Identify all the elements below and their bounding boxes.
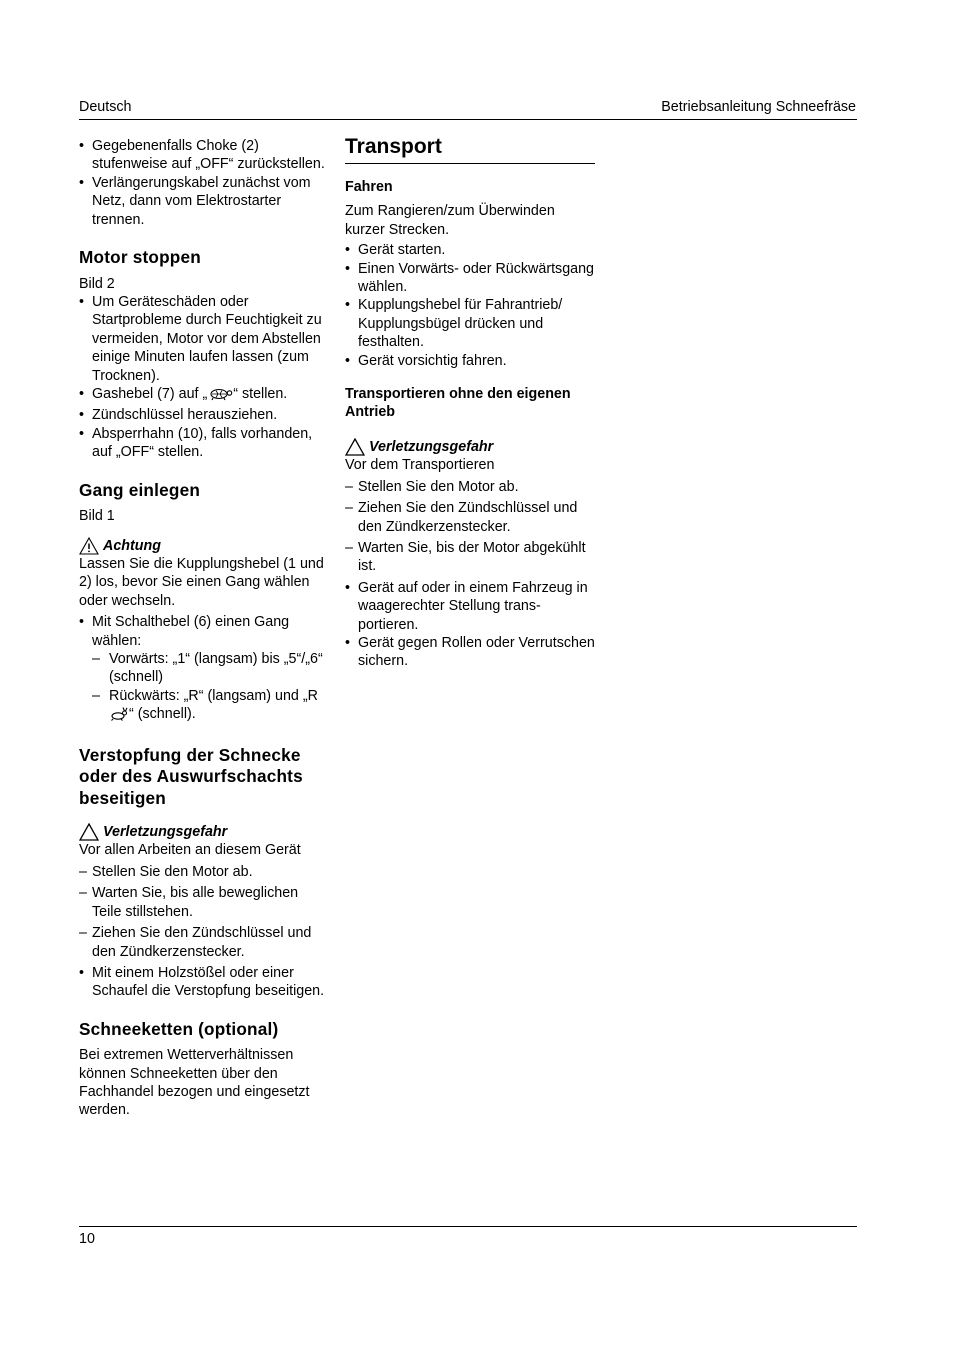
- schneeketten-text: Bei extremen Wetterverhältnissen können Schneeketten über den Fachhandel bezogen und eingesetzt werden.: [79, 1047, 310, 1119]
- list-item: – Stellen Sie den Motor ab.: [79, 863, 325, 881]
- gang-einlegen-heading: Gang einlegen: [79, 479, 201, 500]
- list-item: • Gerät starten.: [345, 241, 595, 259]
- motor-stoppen-list: [79, 293, 325, 462]
- warning-label: [345, 438, 595, 456]
- fahren-list: [345, 241, 595, 370]
- footer-rule: [79, 1226, 857, 1227]
- page-number: 10: [79, 1231, 95, 1247]
- warning-triangle-icon: [79, 823, 99, 841]
- text-fragment: Gashebel (7) auf „: [92, 385, 208, 402]
- header-rule: [79, 119, 857, 120]
- transport-heading: Transport: [345, 134, 595, 164]
- list-item: • Um Geräteschäden oder Startprobleme durch Feuchtigkeit zu vermeiden, Motor vor dem Abstellen einige Minuten laufen lassen (zum Trocknen).: [79, 293, 325, 385]
- figure-ref: Bild 2: [79, 275, 115, 292]
- list-item-text: Mit Schalthebel (6) einen Gang wählen:: [92, 614, 290, 649]
- sublist-item: [92, 687, 325, 727]
- list-item: – Ziehen Sie den Zündschlüssel und den Zündkerzenstecker.: [345, 499, 595, 536]
- list-item: • Mit einem Holzstößel oder einer Schaufel die Verstopfung beseitigen.: [79, 964, 325, 1001]
- turtle-icon: [207, 387, 233, 406]
- verstopfung-list: [79, 964, 325, 1001]
- hare-icon: [109, 707, 129, 726]
- warning-label: [79, 537, 325, 555]
- left-column: [79, 137, 325, 1120]
- motor-stoppen-heading: Motor stoppen: [79, 247, 201, 268]
- list-item: [79, 385, 325, 406]
- right-column: [345, 134, 595, 671]
- text-fragment: Rückwärts: „R“ (langsam) und „R: [109, 687, 318, 704]
- intro-list: [79, 137, 325, 229]
- fahren-intro: Zum Rangieren/zum Überwinden kurzer Strecken.: [345, 203, 555, 238]
- list-item: – Stellen Sie den Motor ab.: [345, 478, 595, 496]
- header-title: Betriebsanleitung Schneefräse: [661, 99, 856, 115]
- warning-intro: Vor dem Transportieren: [345, 457, 495, 474]
- gear-sublist: [92, 650, 325, 727]
- warning-text: Verletzungsgefahr: [103, 824, 228, 841]
- list-item: [79, 613, 325, 726]
- ohne-antrieb-heading: Transportieren ohne den eigenen Antrieb: [345, 386, 571, 421]
- ohne-antrieb-dash-list: [345, 478, 595, 576]
- list-item: • Einen Vorwärts- oder Rückwärtsgang wählen.: [345, 260, 595, 297]
- gang-list: [79, 613, 325, 726]
- list-item: – Warten Sie, bis der Motor abgekühlt ist.: [345, 539, 595, 576]
- verstopfung-heading: Verstopfung der Schnecke oder des Auswurfschachts beseitigen: [79, 744, 303, 808]
- schneeketten-heading: Schneeketten (optional): [79, 1018, 279, 1039]
- warning-intro: Vor allen Arbeiten an diesem Gerät: [79, 842, 301, 859]
- list-item: • Zündschlüssel herausziehen.: [79, 406, 325, 424]
- list-item: • Gegebenenfalls Choke (2) stufenweise auf „OFF“ zurückstellen.: [79, 137, 325, 174]
- warning-description: Lassen Sie die Kupplungshebel (1 und 2) los, bevor Sie einen Gang wählen oder wechseln.: [79, 555, 324, 609]
- ohne-antrieb-list: [345, 579, 595, 671]
- list-item: • Gerät gegen Rollen oder Verrutschen sichern.: [345, 634, 595, 671]
- list-item: • Gerät vorsichtig fahren.: [345, 352, 595, 370]
- warning-text: Verletzungsgefahr: [369, 438, 494, 455]
- warning-triangle-icon: [345, 438, 365, 456]
- sublist-item: – Vorwärts: „1“ (langsam) bis „5“/„6“ (schnell): [92, 650, 325, 687]
- warning-label: [79, 823, 325, 841]
- fahren-heading: Fahren: [345, 179, 393, 195]
- warning-text: Achtung: [103, 537, 161, 554]
- list-item: – Ziehen Sie den Zündschlüssel und den Zündkerzenstecker.: [79, 924, 325, 961]
- verstopfung-dash-list: [79, 863, 325, 961]
- list-item: – Warten Sie, bis alle beweglichen Teile stillstehen.: [79, 884, 325, 921]
- header-language: Deutsch: [79, 99, 132, 115]
- warning-triangle-icon: [79, 537, 99, 555]
- list-item: • Verlängerungskabel zunächst vom Netz, dann vom Elektrostarter trennen.: [79, 174, 325, 229]
- list-item: • Gerät auf oder in einem Fahrzeug in waagerechter Stellung trans-portieren.: [345, 579, 595, 634]
- list-item: • Absperrhahn (10), falls vorhanden, auf „OFF“ stellen.: [79, 425, 325, 462]
- figure-ref: Bild 1: [79, 508, 115, 525]
- list-item: • Kupplungshebel für Fahrantrieb/ Kupplungsbügel drücken und festhalten.: [345, 296, 595, 351]
- text-fragment: “ (schnell).: [129, 706, 196, 723]
- text-fragment: “ stellen.: [233, 385, 288, 402]
